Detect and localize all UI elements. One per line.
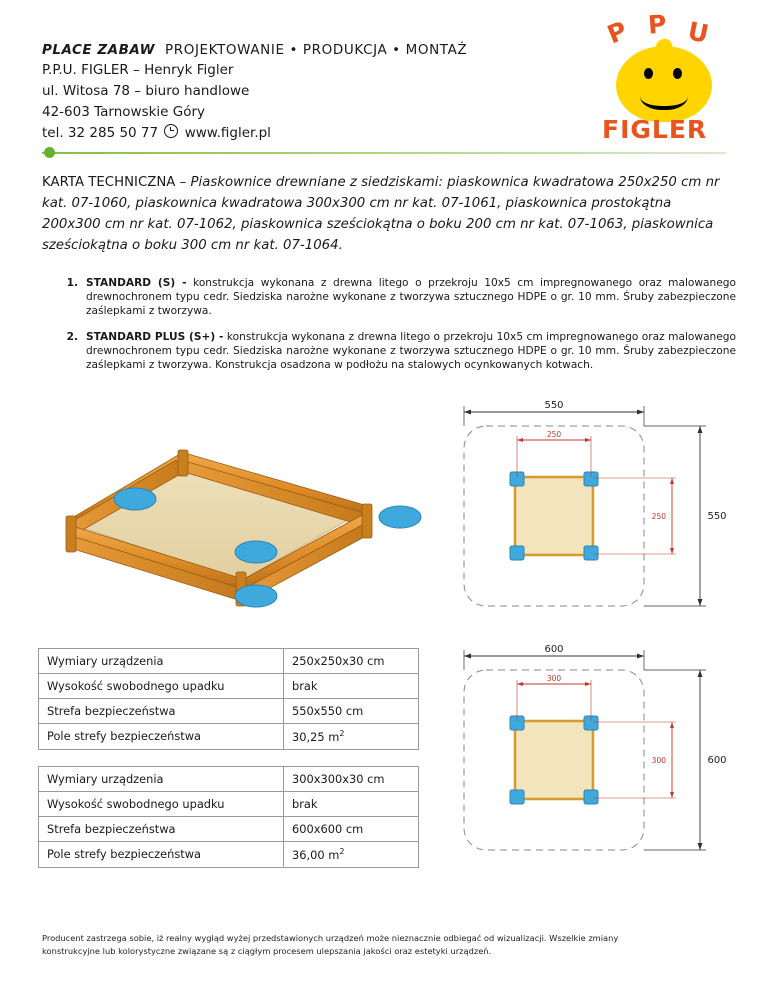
company-name: P.P.U. FIGLER – Henryk Figler — [42, 62, 234, 78]
company-contact — [42, 123, 602, 144]
smiley-tuft — [654, 37, 674, 55]
document-footer — [42, 932, 732, 957]
table-cell-value — [284, 724, 419, 750]
dimension-right-inner: 300 — [651, 756, 666, 765]
page-title-text: Piaskownice drewniane z siedziskami: piaskownica kwadratowa 250x250 cm nr kat. 07-1060, piaskownica kwadratowa 300x300 cm nr kat. 07-1061, piaskownica prostokątna 200x300 cm nr kat. 07-1062, piaskownica sześciokątna o boku 200 cm nr kat. 07-1063, piaskownica sześciokątna o boku 300 cm nr kat. 07-1064. — [42, 175, 720, 253]
table-row — [39, 649, 419, 674]
clock-icon — [164, 124, 178, 138]
dimension-top-inner: 300 — [546, 674, 562, 683]
list-item-number: 2. — [66, 330, 78, 343]
drawing-svg-550 — [432, 392, 732, 632]
dimension-top-outer: 550 — [544, 400, 564, 411]
list-item-text — [86, 330, 736, 373]
table-row — [39, 674, 419, 699]
page-title-prefix: KARTA TECHNICZNA – — [42, 175, 191, 190]
specification-list — [64, 276, 736, 383]
company-address-1: ul. Witosa 78 – biuro handlowe — [42, 83, 250, 99]
table-row — [39, 767, 419, 792]
sandbox-render — [42, 400, 442, 630]
smiley-face-icon — [616, 46, 712, 122]
smiley-eye-left — [644, 68, 653, 79]
table-cell-value — [284, 842, 419, 868]
table-cell-key: Wymiary urządzenia — [39, 767, 284, 792]
table-row — [39, 792, 419, 817]
header-brand-line — [42, 40, 602, 60]
page-title — [42, 172, 732, 256]
table-cell-superscript: 2 — [339, 729, 345, 738]
specs-table-300 — [38, 766, 419, 868]
logo-letter-p1: P — [603, 15, 632, 50]
list-item — [64, 330, 736, 373]
table-cell-key: Wysokość swobodnego upadku — [39, 674, 284, 699]
smiley-mouth — [640, 80, 688, 110]
dimension-right-inner: 250 — [651, 512, 666, 521]
list-item-number: 1. — [66, 277, 78, 289]
table-cell-key: Strefa bezpieczeństwa — [39, 817, 284, 842]
table-cell-value-text: 36,00 m — [292, 847, 340, 862]
list-item-body: konstrukcja wykonana z drewna litego o przekroju 10x5 cm impregnowanego oraz malowanego drewnochronem typu cedr. Siedziska narożne wykonane z tworzywa sztucznego HDPE o gr. 10 mm. Śruby zabezpieczone zaślepkami z tworzywa. Konstrukcja osadzona w podłożu na stalowych ocynkowanych kotwach. — [86, 330, 736, 372]
table-row — [39, 842, 419, 868]
brand-name: PLACE ZABAW — [42, 42, 155, 58]
header-divider — [42, 152, 726, 154]
table-cell-key: Wysokość swobodnego upadku — [39, 792, 284, 817]
brand-tagline: PROJEKTOWANIE • PRODUKCJA • MONTAŻ — [165, 42, 468, 58]
table-cell-value: brak — [284, 792, 419, 817]
table-cell-value-text: 30,25 m — [292, 729, 340, 744]
safety-zone-drawing-550 — [432, 392, 732, 636]
company-address-2: 42-603 Tarnowskie Góry — [42, 104, 206, 120]
list-item — [64, 276, 736, 319]
smiley-eye-right — [673, 68, 682, 79]
safety-zone-drawing-600 — [432, 636, 732, 880]
table-cell-superscript: 2 — [339, 847, 345, 856]
table-row — [39, 724, 419, 750]
logo-letter-u: U — [685, 16, 712, 49]
footer-line-2: konstrukcyjne lub kolorystyczne związane są z ciągłym procesem ulepszania jakości oraz estetyki urządzeń. — [42, 945, 492, 956]
table-row — [39, 699, 419, 724]
dimension-top-outer: 600 — [544, 644, 564, 655]
company-phone: tel. 32 285 50 77 — [42, 125, 159, 141]
dimension-right-outer: 600 — [707, 755, 727, 766]
table-cell-value: 600x600 cm — [284, 817, 419, 842]
product-illustration — [42, 400, 442, 630]
specs-table-250 — [38, 648, 419, 750]
document-header — [42, 40, 602, 144]
table-cell-key: Pole strefy bezpieczeństwa — [39, 842, 284, 868]
drawing-svg-600 — [432, 636, 732, 876]
list-item-label: STANDARD (S) - — [86, 277, 187, 289]
table-cell-value: 250x250x30 cm — [284, 649, 419, 674]
table-row — [39, 817, 419, 842]
list-item-label: STANDARD PLUS (S+) - — [86, 330, 224, 343]
dimension-top-inner: 250 — [546, 430, 562, 439]
table-cell-key: Strefa bezpieczeństwa — [39, 699, 284, 724]
table-cell-key: Wymiary urządzenia — [39, 649, 284, 674]
table-cell-value: brak — [284, 674, 419, 699]
dimension-right-outer: 550 — [707, 511, 727, 522]
table-cell-value: 300x300x30 cm — [284, 767, 419, 792]
logo-wordmark: FIGLER — [602, 115, 708, 144]
company-logo — [596, 9, 732, 146]
footer-line-1: Producent zastrzega sobie, iż realny wygląd wyżej przedstawionych urządzeń może nieznacznie odbiegać od wizualizacji. Wszelkie zmiany — [42, 933, 619, 943]
list-item-body: konstrukcja wykonana z drewna litego o przekroju 10x5 cm impregnowanego oraz malowanego drewnochronem typu cedr. Siedziska narożne wykonane z tworzywa sztucznego HDPE o gr. 10 mm. Śruby zabezpieczone zaślepkami z tworzywa. — [86, 277, 736, 318]
divider-dot — [44, 147, 55, 158]
list-item-text — [86, 276, 736, 319]
company-website: www.figler.pl — [184, 125, 271, 141]
table-cell-value: 550x550 cm — [284, 699, 419, 724]
logo-letter-p2: P — [647, 9, 668, 40]
table-cell-key: Pole strefy bezpieczeństwa — [39, 724, 284, 750]
